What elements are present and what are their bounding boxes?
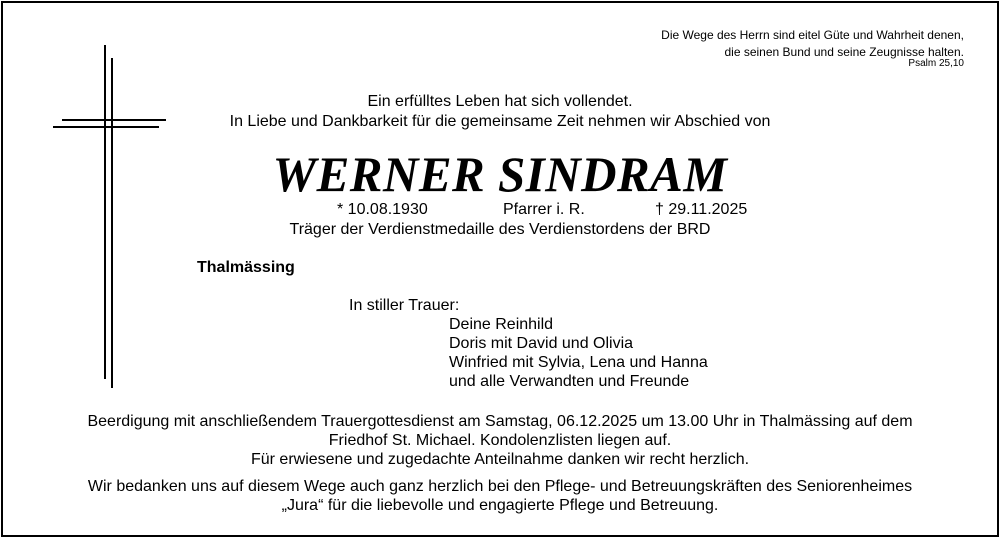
honor-line: Träger der Verdienstmedaille des Verdienstordens der BRD	[289, 221, 711, 238]
funeral-line-3: Für erwiesene und zugedachte Anteilnahme danken wir recht herzlich.	[250, 451, 750, 468]
place-name: Thalmässing	[197, 259, 295, 276]
psalm-line-1: Die Wege des Herrn sind eitel Güte und Wahrheit denen,	[661, 28, 964, 42]
intro-line-1: Ein erfülltes Leben hat sich vollendet.	[367, 93, 633, 110]
deceased-title: Pfarrer i. R.	[503, 201, 585, 218]
mourner-item: Deine Reinhild	[449, 316, 554, 333]
birth-date: * 10.08.1930	[337, 201, 428, 218]
mourner-item: Winfried mit Sylvia, Lena und Hanna	[449, 354, 708, 371]
thanks-line-2: „Jura“ für die liebevolle und engagierte Pflege und Betreuung.	[281, 497, 719, 514]
mourner-item: Doris mit David und Olivia	[449, 335, 634, 352]
funeral-line-2: Friedhof St. Michael. Kondolenzlisten liegen auf.	[328, 432, 672, 449]
funeral-line-1: Beerdigung mit anschließendem Trauergottesdienst am Samstag, 06.12.2025 um 13.00 Uhr in Thalmässing auf dem	[87, 413, 913, 430]
death-date: † 29.11.2025	[655, 201, 748, 218]
psalm-reference: Psalm 25,10	[908, 58, 964, 69]
mourner-item: und alle Verwandten und Freunde	[449, 373, 690, 390]
mourners-heading: In stiller Trauer:	[349, 297, 460, 314]
intro-line-2: In Liebe und Dankbarkeit für die gemeinsame Zeit nehmen wir Abschied von	[229, 113, 771, 130]
psalm-line-2: die seinen Bund und seine Zeugnisse halten.	[724, 45, 964, 59]
thanks-line-1: Wir bedanken uns auf diesem Wege auch ganz herzlich bei den Pflege- und Betreuungskräften des Seniorenheimes	[87, 478, 913, 495]
deceased-name: WERNER SINDRAM	[272, 146, 728, 202]
